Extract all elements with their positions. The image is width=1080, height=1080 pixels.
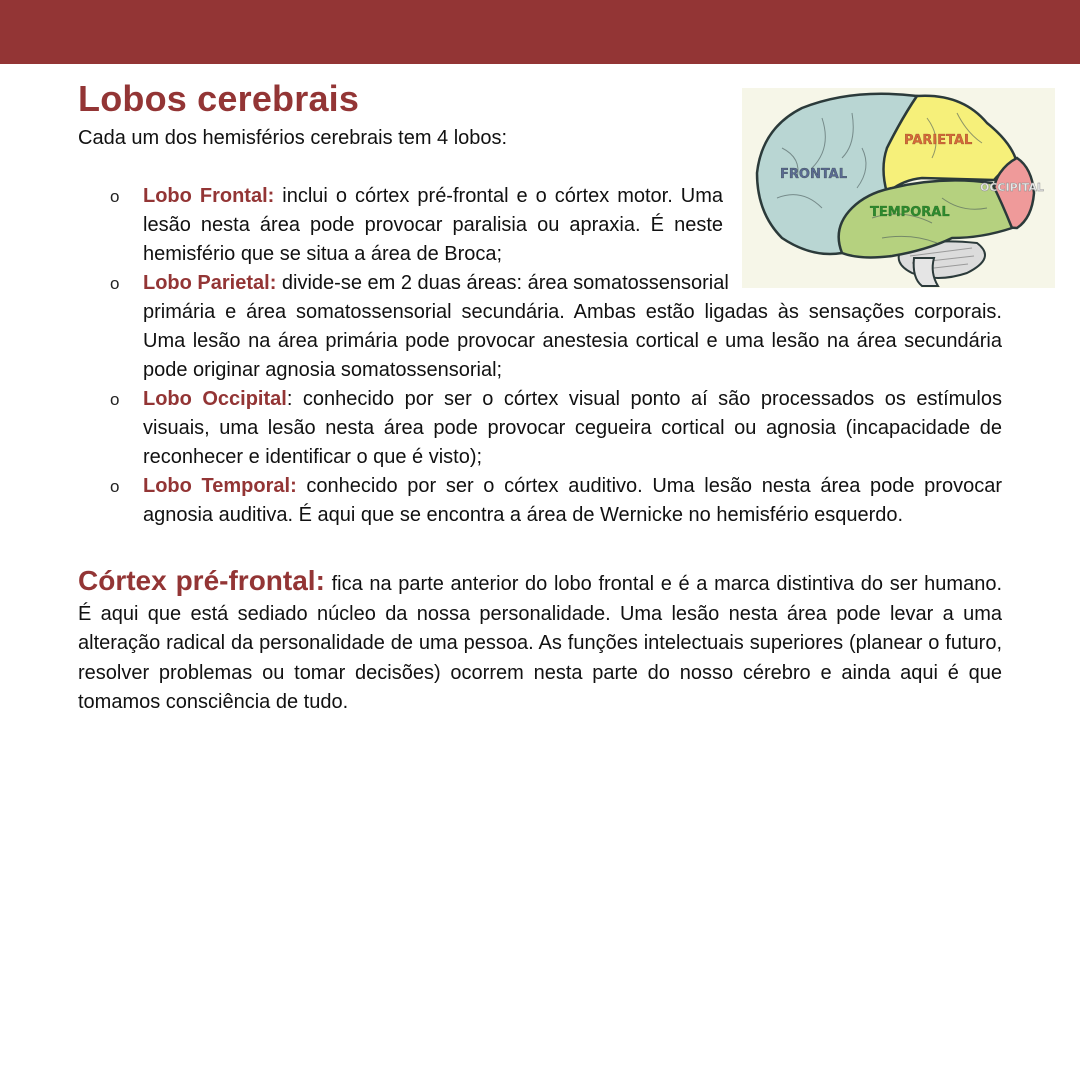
label-parietal: PARIETAL xyxy=(904,133,973,148)
cortex-paragraph xyxy=(78,566,1002,718)
list-item-frontal xyxy=(78,182,723,269)
text-parietal: primária e área somatossensorial secundária. Ambas estão ligadas às sensações corporais. Uma lesão na área primária pode provocar anestesia cortical e uma lesão na área secundária pode originar agnosia somatossensorial; xyxy=(143,301,1002,381)
text-temporal: conhecido por ser o córtex auditivo. Uma lesão nesta área pode provocar agnosia auditiva. É aqui que se encontra a área de Wernicke no hemisfério esquerdo. xyxy=(143,475,1002,526)
bullet-icon: o xyxy=(110,187,120,206)
label-occipital: OCCIPITAL xyxy=(980,181,1044,194)
term-temporal: Lobo Temporal: xyxy=(143,475,297,497)
brain-illustration xyxy=(742,88,1055,288)
term-occipital: Lobo Occipital xyxy=(143,388,287,410)
label-temporal: TEMPORAL xyxy=(870,205,950,220)
term-cortex: Córtex pré-frontal: xyxy=(78,565,325,596)
brain-lobes-figure xyxy=(742,88,1055,288)
header-bar xyxy=(0,0,1080,64)
bullet-icon: o xyxy=(110,274,120,293)
text-cortex: fica na parte anterior do lobo frontal e é a marca distintiva do ser humano. É aqui que está sediado núcleo da nossa personalidade. Uma lesão nesta área pode levar a uma alteração radical da personalidade de uma pessoa. As funções intelectuais superiores (planear o futuro, resolver problemas ou tomar decisões) ocorrem nesta parte do nosso cérebro e ainda aqui é que tomamos consciência de tudo. xyxy=(78,573,1003,713)
text-frontal: inclui o córtex pré-frontal e o córtex motor. Uma lesão nesta área pode provocar paralisia ou apraxia. É neste hemisfério que se situa a área de Broca; xyxy=(143,185,723,265)
list-item-temporal xyxy=(78,472,1002,530)
term-parietal: Lobo Parietal: xyxy=(143,272,277,294)
page-title: Lobos cerebrais xyxy=(78,78,360,119)
text-parietal-first: divide-se em 2 duas áreas: área somatossensorial xyxy=(276,272,729,294)
bullet-icon: o xyxy=(110,477,120,496)
label-frontal: FRONTAL xyxy=(780,167,848,182)
bullet-icon: o xyxy=(110,390,120,409)
text-occipital: : conhecido por ser o córtex visual ponto aí são processados os estímulos visuais, uma lesão nesta área pode provocar cegueira cortical ou agnosia (incapacidade de reconhecer e identificar o que é visto); xyxy=(143,388,1002,468)
term-frontal: Lobo Frontal: xyxy=(143,185,275,207)
list-item-occipital xyxy=(78,385,1002,472)
intro-text: Cada um dos hemisférios cerebrais tem 4 lobos: xyxy=(78,127,508,149)
